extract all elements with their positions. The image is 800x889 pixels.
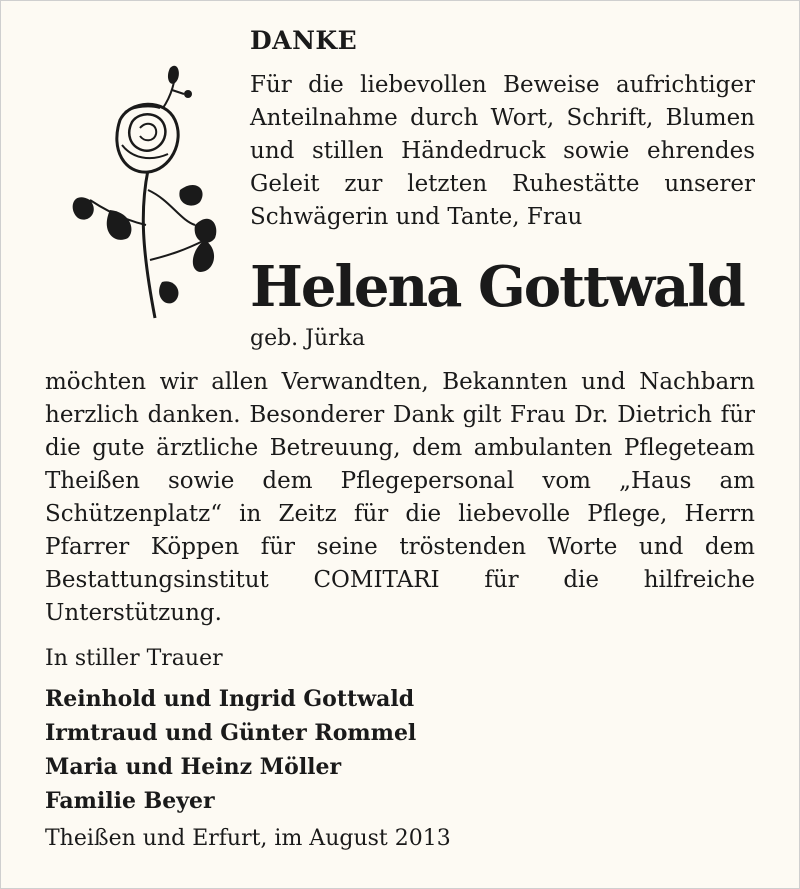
maiden-name: geb. Jürka [250, 326, 366, 351]
mourners-list [45, 682, 416, 818]
rose-icon [70, 50, 220, 320]
mourner-name: Maria und Heinz Möller [45, 754, 342, 780]
mourner-name: Familie Beyer [45, 788, 215, 814]
thanks-text: möchten wir allen Verwandten, Bekannten und Nachbarn herzlich danken. Besonderer Dank gilt Frau Dr. Dietrich für die gute ärztliche Betreuung, dem ambulanten Pflegeteam Theißen sowie dem Pflegepersonal vom „Haus am Schützenplatz“ in Zeitz für die liebevolle Pflege, Herrn Pfarrer Köppen für seine tröstenden Worte und dem Bestattungsinstitut COMITARI für die hilfreiche Unterstützung. [45, 369, 755, 626]
mourner-name: Reinhold und Ingrid Gottwald [45, 686, 415, 712]
mourner-name: Irmtraud und Günter Rommel [45, 720, 417, 746]
intro-text: Für die liebevollen Beweise aufrichtiger Anteilnahme durch Wort, Schrift, Blumen und stillen Händedruck sowie ehrendes Geleit zur letzten Ruhestätte unserer Schwägerin und Tante, Frau [250, 72, 755, 230]
place-date: Theißen und Erfurt, im August 2013 [45, 826, 451, 851]
deceased-name: Helena Gottwald [250, 254, 744, 320]
heading: DANKE [250, 26, 358, 55]
mourning-line: In stiller Trauer [45, 646, 223, 671]
intro-block [250, 26, 755, 234]
